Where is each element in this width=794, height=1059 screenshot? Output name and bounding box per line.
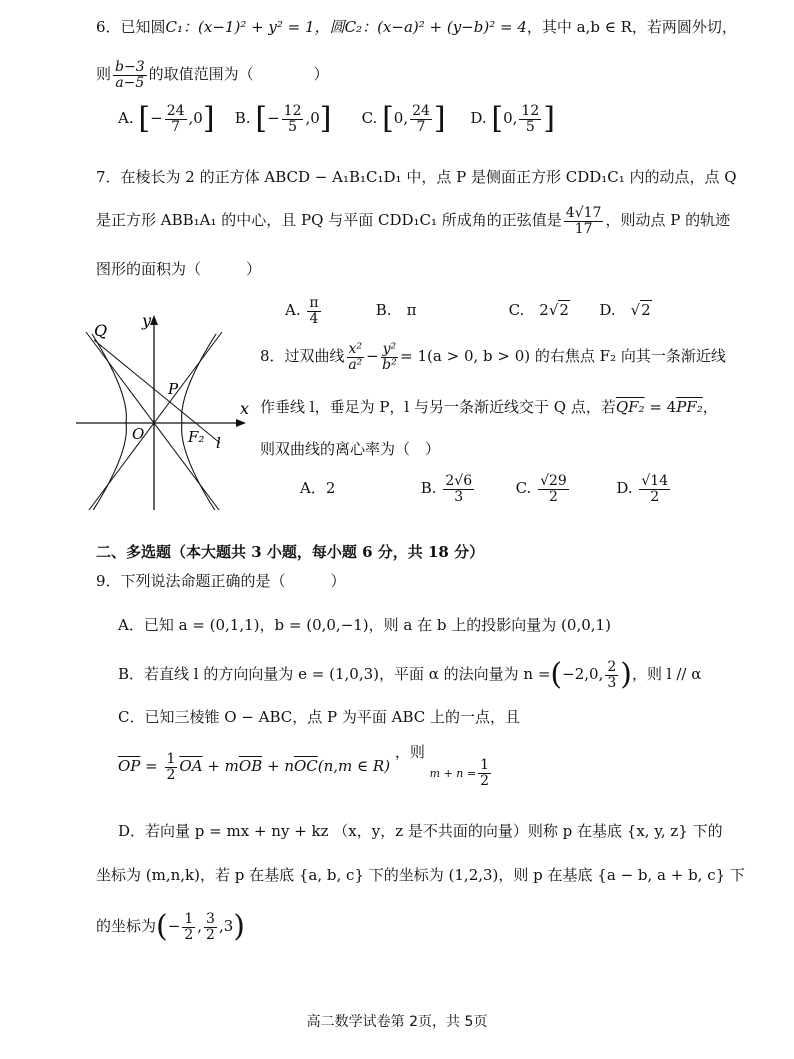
- q8-option-c: C. $\frac{√29}{2}$: [515, 473, 567, 505]
- q9-option-c-line1: C．已知三棱锥 O − ABC，点 P 为平面 ABC 上的一点，且: [118, 708, 521, 726]
- label-o: O: [132, 425, 145, 443]
- q9-option-d-line3: 的坐标为(− $\frac{1}{2}$ , $\frac{3}{2}$ ,3): [96, 909, 245, 945]
- label-f2: F₂: [188, 428, 205, 446]
- q9-c-result: m + n =: [429, 767, 477, 781]
- q9-option-d-line1: D．若向量 p = mx + ny + kz （x，y，z 是不共面的向量）则称 p 在基底 {x, y, z} 下的: [118, 822, 723, 840]
- q8-option-b: B. $\frac{2√6}{3}$: [420, 473, 473, 505]
- q9-stem: 9．下列说法命题正确的是（ ）: [96, 572, 346, 590]
- label-x: x: [240, 399, 250, 418]
- label-y: y: [142, 311, 152, 330]
- q8-line1: 8．过双曲线 $\frac{\text{x²}}{\text{a²}}$ − $\frac{\text{y²}}{\text{b²}}$ = 1(a > 0, b > 0) 的右焦点 F₂ 向其一条渐近线: [260, 341, 726, 373]
- vector-oc: $\overline{OC}$: [293, 757, 318, 776]
- q7-sine-value: $\frac{4√17}{17}$: [565, 205, 602, 237]
- q6-question: 的取值范围为（ ）: [148, 65, 329, 84]
- q8-option-d: D. $\frac{√14}{2}$: [616, 473, 669, 505]
- label-l: l: [216, 434, 221, 452]
- vector-oa: $\overline{OA}$: [179, 757, 203, 776]
- q9-option-b: B．若直线 l 的方向向量为 e = (1,0,3)，平面 α 的法向量为 n =(−2,0, $\frac{2}{3}$ )，则 l // α: [118, 657, 702, 693]
- q6-option-d: D. [0, $\frac{12}{5}$ ]: [470, 101, 555, 137]
- q7-line1: 7．在棱长为 2 的正方体 ABCD − A₁B₁C₁D₁ 中，点 P 是侧面正方形 CDD₁C₁ 内的动点，点 Q: [96, 168, 737, 186]
- q6-prefix: 6．已知圆: [96, 18, 166, 36]
- q9-option-c-line2: $\overline{OP}$ = $\frac{1}{2}$ $\overline{OA} + m\overline{OB} + n\overline{OC}(n,m$ ∈ R) ，则 $_{m + n =}$ $\frac{1}{2}$: [118, 743, 490, 789]
- q6-line1: [96, 18, 737, 36]
- q8-line2: 作垂线 l，垂足为 P，l 与另一条渐近线交于 Q 点，若QF₂ = 4PF₂，: [260, 398, 718, 416]
- q9-c-then: ，则: [394, 743, 425, 762]
- q8-hyperbola-figure: [70, 310, 250, 510]
- q6-line2: [96, 60, 329, 90]
- q7-options: [285, 296, 652, 326]
- vector-qf2: QF₂: [615, 398, 645, 416]
- label-p: P: [168, 380, 179, 398]
- vector-pf2: PF₂: [676, 398, 703, 416]
- page-footer: 高二数学试卷第 2页，共 5页: [306, 1014, 488, 1030]
- q6-suffix: ，其中 a,b ∈ R，若两圆外切，: [526, 18, 737, 36]
- q6-option-b: B. [− $\frac{12}{5}$ ,0]: [234, 101, 332, 137]
- q7-option-b: B. π: [375, 301, 417, 320]
- q9-option-a: A．已知 a = (0,1,1)，b = (0,0,−1)，则 a 在 b 上的投影向量为 (0,0,1): [118, 616, 611, 634]
- q6-then: 则: [96, 65, 112, 84]
- y-axis-arrow-icon: [150, 315, 158, 325]
- q6-circle-c2: C₂：(x−a)² + (y−b)² = 4: [344, 18, 527, 36]
- q8-option-a: A．2: [300, 479, 336, 498]
- q6-options: [118, 101, 555, 137]
- q7-line3: 图形的面积为（ ）: [96, 260, 262, 278]
- q6-option-c: C. [0, $\frac{24}{7}$ ]: [361, 101, 446, 137]
- vector-ob: $\overline{OB}$: [238, 757, 263, 776]
- q6-option-a: A. [− $\frac{24}{7}$ ,0]: [118, 101, 215, 137]
- q7-option-d: D. √2: [599, 301, 651, 320]
- q6-ratio: $\frac{b-3}{a-5}$: [115, 59, 145, 91]
- q9-option-d-line2: 坐标为 (m,n,k)，若 p 在基底 {a, b, c} 下的坐标为 (1,2,3)，则 p 在基底 {a − b, a + b, c} 下: [96, 866, 745, 884]
- q7-option-a: A. $\frac{\pi}{4}$: [285, 295, 319, 327]
- q8-line3: 则双曲线的离心率为（ ）: [260, 440, 441, 458]
- q7-option-c: C. 2√2: [508, 301, 569, 320]
- x-axis-arrow-icon: [236, 419, 246, 427]
- q7-line2: 是正方形 ABB₁A₁ 的中心，且 PQ 与平面 CDD₁C₁ 所成角的正弦值是 $\frac{4√17}{17}$ ，则动点 P 的轨迹: [96, 205, 731, 237]
- label-q: Q: [94, 321, 108, 340]
- q8-options: [300, 474, 672, 504]
- q6-circle-c1: C₁：(x−1)² + y² = 1，圆: [165, 18, 345, 36]
- section-heading: 二、多选题（本大题共 3 小题，每小题 6 分，共 18 分）: [96, 543, 485, 561]
- vector-op: $\overline{OP}$: [118, 757, 141, 776]
